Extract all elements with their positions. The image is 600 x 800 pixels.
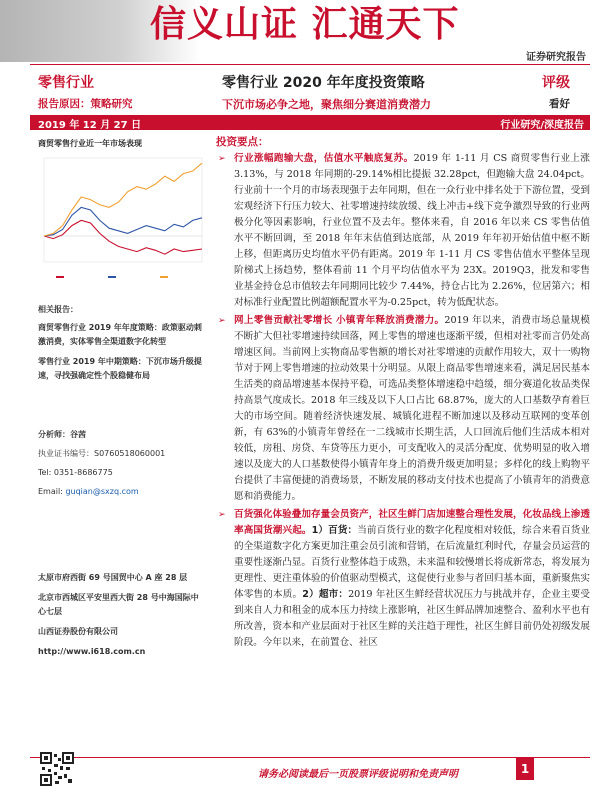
address-line: 北京市西城区平安里西大街 28 号中海国际中心七层 [38,593,199,616]
company-name: 山西证券股份有限公司 [38,627,118,636]
header-banner [0,0,600,62]
report-subtitle: 下沉市场必争之地，聚焦细分赛道消费潜力 [222,98,431,111]
company-address [38,571,203,659]
page-number: 1 [516,758,534,780]
rating-label: 评级 [542,75,570,91]
report-title: 零售行业 2020 年年度投资策略 [222,75,425,91]
chart-frame [44,158,202,262]
report-date: 2019 年 12 月 27 日 [38,120,142,131]
company-website-link[interactable]: http://www.i618.com.cn [38,647,146,656]
key-point [216,151,590,311]
related-reports [38,303,203,383]
report-type: 证券研究报告 [526,52,586,62]
report-reason: 报告原因：策略研究 [38,98,133,110]
performance-chart [36,150,206,290]
section-heading: 投资要点： [216,136,269,148]
legend-swatch-2 [108,276,116,278]
key-point [216,313,590,505]
analyst-name: 分析师：谷茜 [38,430,86,439]
key-point-text: 2019 年 1-11 月 CS 商贸零售行业上涨 3.13%，与 2018 年同期的-29.14%相比提振 32.28pct，但跑输大盘 24.04pct。行业前十一个月的市场表现强于去年同期，但在一众行业中排名处于下游位置，受到宏观经济下行压力较大、社零增速持续放缓、线上冲击+线下竞争激烈导致的行业两极分化等因素影响，行业位置不及去年。整体来看，自 2016 年以来 CS 零售估值水平不断回调，至 2018 年年末估值到达底部，从 2019 年年初开始估值中枢不断上移，但距离历史均值水平仍有距离。2019 年 1-11 月 CS 零售估值水平整体呈现阶梯式上扬趋势，整体看前 11 个月平均估值水平为 23X。2019Q3，批发和零售业基金持仓总市值较去年同期同比较少 7.44%，持仓占比为 2.26%，位居第六；相对标准行业配置比例超额配置水平为-0.25pct，转为低配状态。 [234,153,590,308]
qr-code-icon [40,752,74,786]
key-point [216,507,590,651]
address-line: 太原市府西街 69 号国贸中心 A 座 28 层 [38,573,188,582]
sub-point-label: 1）百货： [311,525,358,536]
report-category: 行业研究/深度报告 [500,120,584,131]
performance-chart-svg [36,150,206,290]
legend-swatch-3 [160,276,168,278]
analyst-email-link[interactable]: guqian@sxzq.com [65,487,139,496]
main-content [216,134,590,653]
related-report-link[interactable]: 商贸零售行业 2019 年年度策略：政策驱动刺激消费，实体零售全渠道数字化转型 [38,323,202,346]
arrow-icon: ➢ [218,316,226,326]
sub-point-label: 2）超市： [302,589,349,600]
related-report-link[interactable]: 零售行业 2019 年中期策略：下沉市场升级提速，寻找强确定性个股稳健布局 [38,357,202,380]
footer-divider [30,757,590,758]
industry-label: 零售行业 [38,75,94,91]
email-label: Email: [38,487,63,496]
header-divider [30,64,590,65]
analyst-info [38,428,203,499]
rating-value: 看好 [549,98,570,110]
key-point-highlight: 行业涨幅跑输大盘，估值水平触底复苏。 [234,153,414,164]
key-point-highlight: 网上零售贡献社零增长 小镇青年释放消费潜力。 [234,315,445,326]
series-line-2 [44,207,202,236]
related-heading: 相关报告： [38,305,78,314]
key-point-text: 2019 年社区生鲜经营状况压力与挑战并存，企业主要受到来自人力和租金的成本压力持续上涨影响，社区生鲜品牌加速整合、盈利水平也有所改善，资本和产业层面对于社区生鲜的关注趋于理性，社区生鲜目前仍处初级发展阶段。今年以来，在前置仓、社区 [234,589,591,648]
analyst-license: 执业证书编号：S0760518060001 [38,449,166,458]
chart-title: 商贸零售行业近一年市场表现 [38,139,142,148]
disclaimer-text: 请务必阅读最后一页股票评级说明和免责声明 [258,769,458,780]
key-point-highlight: 百货强化体验叠加存量会员资产，社区生鲜门店加速整合理性发展，化妆品线上渗透率高国货潮兴起。 [234,509,590,536]
arrow-icon: ➢ [218,510,226,520]
key-point-text: 2019 年以来，消费市场总量规模不断扩大但社零增速持续回落，网上零售的增速也逐渐平缓，但相对社零而言仍处高增速区间。当前网上实物商品零售额的增长对社零增速的贡献作用较大，双十一购物节对于网上零售增速的拉动效果十分明显。从限上商品零售增速来看，满足居民基本生活类的商品增速基本保持平稳，可选品类整体增速稳中趋缓，细分赛道化妆品类保持高景气度成长。2018 年三线及以下人口占比 68.87%，庞大的人口基数孕育着巨大的市场空间。随着经济快速发展、城镇化进程不断加速以及移动互联网的变革创新，有 63%的小镇青年曾经在一二线城市长期生活，人口回流后他们生活成本相对较低，房租、房贷、车贷等压力更小，可支配收入的灵活分配度、优势明显的收入增速以及庞大的人口基数使得小镇青年身上的消费升级更加明显；多样化的线上购物平台提供了丰富便捷的消费场景，不断发展的移动支付技术也提高了小镇青年的消费意愿和消费能力。 [234,315,590,502]
analyst-phone: Tel: 0351-8686775 [38,468,113,477]
date-bar [30,115,590,130]
legend-swatch-1 [56,276,64,278]
arrow-icon: ➢ [218,154,226,164]
analyst-email-row [38,485,203,499]
company-slogan: 信义山证 汇通天下 [150,4,460,45]
key-point-text: 当前百货行业的数字化程度相对较低，综合来看百货业的全渠道数字化方案更加注重会员引流和营销，在后流量红利时代，存量会员运营的重要性逐渐凸显。百货行业整体趋于成熟，未来温和较慢增长将成新常态，将发展为更理性、更注重体验的价值驱动型模式，这促使行业参与者回归基本面，重新聚焦实体零售的本质。 [234,525,590,600]
